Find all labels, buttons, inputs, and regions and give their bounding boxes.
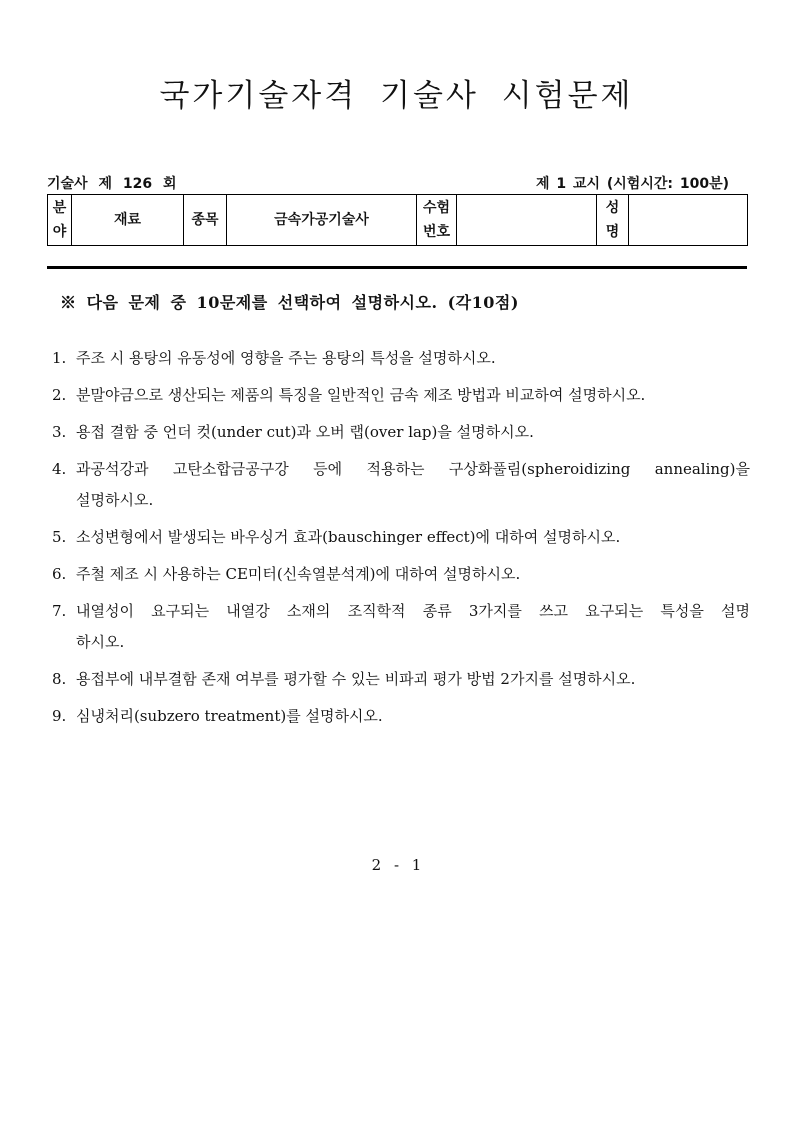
question-number: 7. — [52, 602, 67, 620]
question-number: 3. — [52, 423, 67, 441]
question-text-line2: 하시오. — [76, 633, 125, 651]
question-number: 2. — [52, 386, 67, 404]
question-item — [50, 522, 750, 553]
exam-session: 기술사 제 126 회 — [47, 176, 177, 192]
question-text: 주철 제조 시 사용하는 CE미터(신속열분석계)에 대하여 설명하시오. — [76, 565, 521, 583]
document-title: 국가기술자격 기술사 시험문제 — [159, 78, 634, 114]
category-label-cell: 종목 — [184, 195, 227, 246]
name-label-cell — [597, 195, 629, 246]
question-item — [50, 596, 750, 658]
question-text: 용접 결함 중 언더 컷(under cut)과 오버 랩(over lap)을 설명하시오. — [76, 423, 534, 441]
question-number: 4. — [52, 460, 67, 478]
question-list — [50, 343, 750, 738]
instruction-text: ※ 다음 문제 중 10문제를 선택하여 설명하시오. (각10점) — [60, 293, 519, 312]
question-number: 6. — [52, 565, 67, 583]
exam-period: 제 1 교시 (시험시간: 100분) — [535, 176, 729, 192]
category-value-cell: 금속가공기술사 — [227, 195, 417, 246]
question-number: 8. — [52, 670, 67, 688]
field-label-cell — [48, 195, 72, 246]
question-item — [50, 380, 750, 411]
question-item — [50, 454, 750, 516]
field-label-line1: 분 — [52, 200, 67, 216]
exam-number-label-line2: 번호 — [422, 224, 451, 240]
question-number: 1. — [52, 349, 67, 367]
exam-number-value-cell[interactable] — [457, 195, 597, 246]
question-item — [50, 701, 750, 732]
field-value-cell: 재료 — [72, 195, 184, 246]
question-text-line2: 설명하시오. — [76, 491, 154, 509]
question-text: 분말야금으로 생산되는 제품의 특징을 일반적인 금속 제조 방법과 비교하여 설명하시오. — [76, 386, 646, 404]
field-label-line2: 야 — [52, 224, 67, 240]
name-label-line1: 성 — [605, 200, 620, 216]
page-number: 2 - 1 — [371, 856, 422, 874]
question-text-line1: 과공석강과 고탄소합금공구강 등에 적용하는 구상화풀림(spheroidizing annealing)을 — [76, 460, 750, 478]
question-text-line1: 내열성이 요구되는 내열강 소재의 조직학적 종류 3가지를 쓰고 요구되는 특성을 설명 — [76, 602, 750, 620]
question-text: 용접부에 내부결함 존재 여부를 평가할 수 있는 비파괴 평가 방법 2가지를 설명하시오. — [76, 670, 636, 688]
exam-info-table — [47, 194, 748, 246]
name-label-line2: 명 — [605, 224, 620, 240]
question-item — [50, 417, 750, 448]
question-item — [50, 343, 750, 374]
question-text: 심냉처리(subzero treatment)를 설명하시오. — [76, 707, 383, 725]
divider-rule — [47, 266, 747, 269]
exam-number-label-cell — [417, 195, 457, 246]
exam-number-label-line1: 수험 — [422, 200, 451, 216]
name-value-cell[interactable] — [629, 195, 748, 246]
question-item — [50, 559, 750, 590]
question-text: 소성변형에서 발생되는 바우싱거 효과(bauschinger effect)에 대하여 설명하시오. — [76, 528, 621, 546]
question-number: 9. — [52, 707, 67, 725]
question-text: 주조 시 용탕의 유동성에 영향을 주는 용탕의 특성을 설명하시오. — [76, 349, 496, 367]
question-item — [50, 664, 750, 695]
question-number: 5. — [52, 528, 67, 546]
exam-header — [47, 173, 747, 193]
